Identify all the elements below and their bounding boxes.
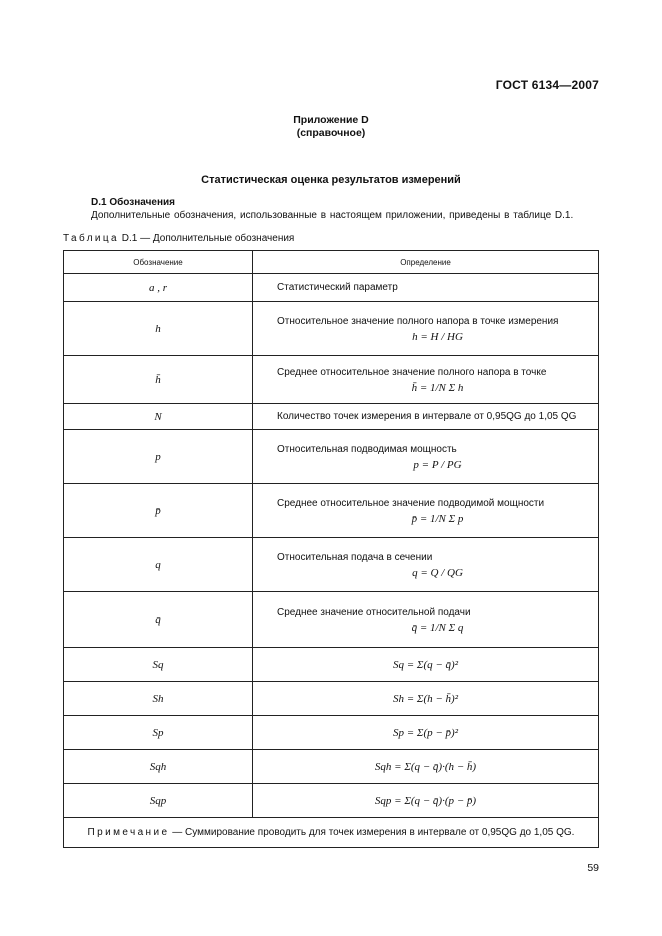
standard-number: ГОСТ 6134—2007 (495, 78, 599, 92)
table-row (64, 682, 599, 716)
symbol-cell: q (64, 538, 253, 592)
definition-cell: Количество точек измерения в интервале от 0,95QG до 1,05 QG (253, 404, 599, 430)
table-row (64, 356, 599, 404)
definition-cell (253, 538, 599, 592)
formula: Sqh = Σ(q − q̄)·(h − h̄) (253, 750, 599, 784)
formula: q = Q / QG (412, 567, 463, 579)
symbol-cell: a , r (64, 274, 253, 302)
table-row (64, 404, 599, 430)
header-definition: Определение (253, 251, 599, 274)
definition-cell (253, 592, 599, 648)
symbol-cell: h̄ (64, 356, 253, 404)
table-row (64, 592, 599, 648)
symbol-cell: h (64, 302, 253, 356)
table-row (64, 538, 599, 592)
definition-cell (253, 302, 599, 356)
symbol-cell: N (64, 404, 253, 430)
definition-cell: Статистический параметр (253, 274, 599, 302)
intro-paragraph: Дополнительные обозначения, использованные в настоящем приложении, приведены в таблице D.1. (91, 210, 574, 221)
symbol-cell: Sq (64, 648, 253, 682)
header-symbol: Обозначение (64, 251, 253, 274)
formula: q̄ = 1/N Σ q (411, 622, 464, 634)
definition-text: Относительная подводимая мощность (277, 444, 457, 455)
note-prefix: Примечание (87, 827, 170, 838)
table-note-row (64, 818, 599, 848)
formula: h̄ = 1/N Σ h (411, 382, 464, 394)
formula: Sq = Σ(q − q̄)² (253, 648, 599, 682)
table-row (64, 716, 599, 750)
definition-text: Среднее значение относительной подачи (277, 607, 471, 618)
formula: Sqp = Σ(q − q̄)·(p − p̄) (253, 784, 599, 818)
definition-text: Относительное значение полного напора в точке измерения (277, 316, 559, 327)
formula: p = P / PG (413, 459, 462, 471)
appendix-type: (справочное) (296, 127, 366, 139)
table-caption-prefix: Таблица (63, 233, 120, 244)
table-row (64, 274, 599, 302)
table-row (64, 784, 599, 818)
symbol-cell: Sqp (64, 784, 253, 818)
appendix-heading (0, 114, 662, 140)
table-caption (63, 233, 294, 244)
notation-table (63, 250, 599, 848)
table-row (64, 648, 599, 682)
table-header-row (64, 251, 599, 274)
symbol-cell: Sqh (64, 750, 253, 784)
note-text: — Суммирование проводить для точек измерения в интервале от 0,95QG до 1,05 QG. (172, 827, 575, 838)
formula: h = H / HG (412, 331, 463, 343)
definition-text: Среднее относительное значение подводимой мощности (277, 498, 545, 509)
appendix-label: Приложение D (293, 114, 369, 126)
symbol-cell: Sh (64, 682, 253, 716)
section-title: Статистическая оценка результатов измерений (201, 174, 461, 186)
formula: p̄ = 1/N Σ p (411, 513, 464, 525)
definition-cell (253, 430, 599, 484)
table-row (64, 302, 599, 356)
subsection-heading: D.1 Обозначения (91, 197, 175, 208)
page-number: 59 (587, 862, 599, 874)
table-row (64, 484, 599, 538)
table-caption-text: D.1 — Дополнительные обозначения (121, 233, 295, 244)
symbol-cell: p̄ (64, 484, 253, 538)
definition-text: Среднее относительное значение полного напора в точке (277, 367, 547, 378)
definition-cell (253, 356, 599, 404)
formula: Sh = Σ(h − h̄)² (253, 682, 599, 716)
definition-text: Относительная подача в сечении (277, 552, 433, 563)
symbol-cell: q̄ (64, 592, 253, 648)
symbol-cell: p (64, 430, 253, 484)
formula: Sp = Σ(p − p̄)² (253, 716, 599, 750)
symbol-cell: Sp (64, 716, 253, 750)
table-row (64, 430, 599, 484)
table-row (64, 750, 599, 784)
definition-cell (253, 484, 599, 538)
table-note (64, 818, 599, 848)
